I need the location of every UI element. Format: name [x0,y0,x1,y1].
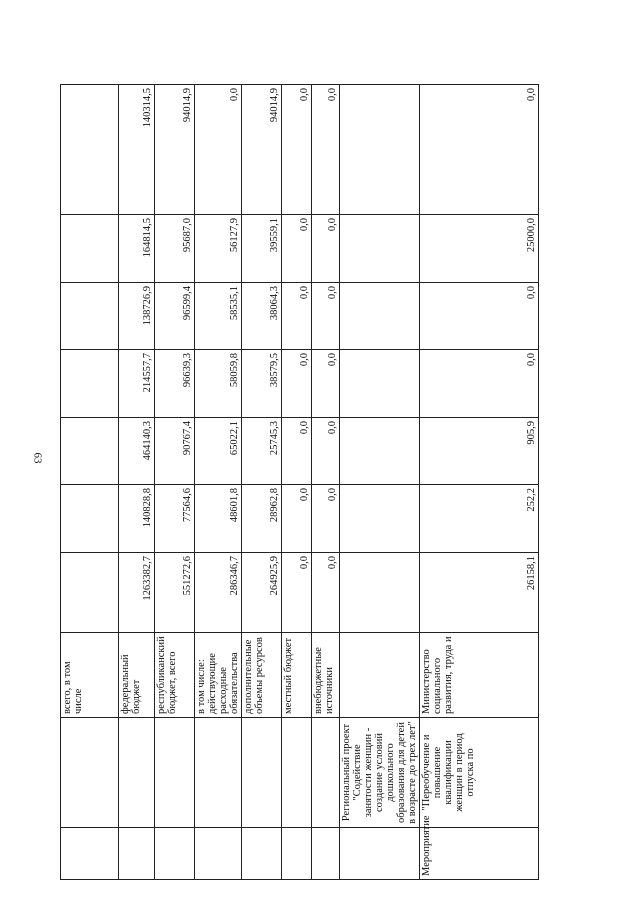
value-cell [340,350,420,418]
table-row [155,85,195,880]
value-cell: 0,0 [420,283,539,350]
value-cell: 38064,3 [242,283,282,350]
value-cell: 96639,3 [155,350,195,418]
value-cell: 0,0 [312,350,340,418]
value-cell: 38579,5 [242,350,282,418]
value-cell: 25745,3 [242,418,282,485]
value-cell: 26158,1 [420,553,539,633]
value-cell: 551272,6 [155,553,195,633]
value-cell: 0,0 [420,350,539,418]
value-cell: 77564,6 [155,485,195,553]
type-cell: Мероприятие [420,828,539,880]
value-cell: 214557,7 [119,350,155,418]
name-cell [119,718,155,828]
value-cell: 0,0 [282,418,312,485]
value-cell [61,553,119,633]
value-cell: 0,0 [282,283,312,350]
value-cell: 39559,1 [242,215,282,283]
table-row [195,85,242,880]
table-row [242,85,282,880]
table-wrapper [60,85,538,880]
source-cell: в том числе: действующие расходные обязательства [195,633,242,718]
value-cell: 58059,8 [195,350,242,418]
source-cell: внебюджетные источники [312,633,340,718]
value-cell: 138726,9 [119,283,155,350]
value-cell: 1263382,7 [119,553,155,633]
value-cell [61,485,119,553]
value-cell: 25000,0 [420,215,539,283]
source-cell: дополнительные объемы ресурсов [242,633,282,718]
type-cell [155,828,195,880]
table-row [312,85,340,880]
value-cell [340,553,420,633]
value-cell: 94014,9 [242,85,282,215]
value-cell: 0,0 [312,418,340,485]
value-cell [61,350,119,418]
value-cell: 95687,0 [155,215,195,283]
table-row [420,85,539,880]
value-cell: 0,0 [282,215,312,283]
name-cell [282,718,312,828]
name-cell [195,718,242,828]
value-cell: 65022,1 [195,418,242,485]
type-cell [282,828,312,880]
value-cell [340,215,420,283]
value-cell: 252,2 [420,485,539,553]
value-cell: 0,0 [312,283,340,350]
value-cell [61,215,119,283]
name-cell: "Переобучение и повышение квалификации женщин в период отпуска по [420,718,539,828]
value-cell: 0,0 [312,485,340,553]
value-cell [61,85,119,215]
name-cell [61,718,119,828]
value-cell: 28962,8 [242,485,282,553]
value-cell: 464140,3 [119,418,155,485]
value-cell: 96599,4 [155,283,195,350]
source-cell: Министерство социального развития, труда и [420,633,539,718]
value-cell: 0,0 [282,350,312,418]
rotated-page [60,85,538,880]
name-cell [155,718,195,828]
value-cell: 164814,5 [119,215,155,283]
value-cell [61,283,119,350]
table-row [61,85,119,880]
name-cell [312,718,340,828]
value-cell [61,418,119,485]
page-number: 63 [31,452,44,464]
source-cell: местный бюджет [282,633,312,718]
name-cell [242,718,282,828]
value-cell: 0,0 [282,553,312,633]
value-cell: 140314,5 [119,85,155,215]
value-cell: 0,0 [312,215,340,283]
type-cell [242,828,282,880]
value-cell: 48601,8 [195,485,242,553]
source-cell: республиканский бюджет, всего [155,633,195,718]
table-row [340,85,420,880]
value-cell [340,485,420,553]
source-cell: всего, в том числе [61,633,119,718]
value-cell: 94014,9 [155,85,195,215]
table-row [282,85,312,880]
source-cell [340,633,420,718]
type-cell [61,828,119,880]
value-cell [340,418,420,485]
type-cell [312,828,340,880]
value-cell: 0,0 [312,553,340,633]
value-cell: 905,9 [420,418,539,485]
type-cell [195,828,242,880]
value-cell: 140828,8 [119,485,155,553]
table-row [119,85,155,880]
value-cell: 286346,7 [195,553,242,633]
value-cell: 0,0 [282,85,312,215]
value-cell: 0,0 [282,485,312,553]
value-cell: 90767,4 [155,418,195,485]
type-cell [119,828,155,880]
source-cell: федеральный бюджет [119,633,155,718]
type-cell [340,828,420,880]
value-cell: 58535,1 [195,283,242,350]
value-cell: 0,0 [195,85,242,215]
value-cell [340,283,420,350]
value-cell: 264925,9 [242,553,282,633]
value-cell [340,85,420,215]
value-cell: 0,0 [312,85,340,215]
value-cell: 56127,9 [195,215,242,283]
name-cell: Региональный проект "Содействие занятости женщин - создание условий дошкольного образования для детей в возрасте до трех лет" [340,718,420,828]
budget-table [60,84,539,880]
value-cell: 0,0 [420,85,539,215]
